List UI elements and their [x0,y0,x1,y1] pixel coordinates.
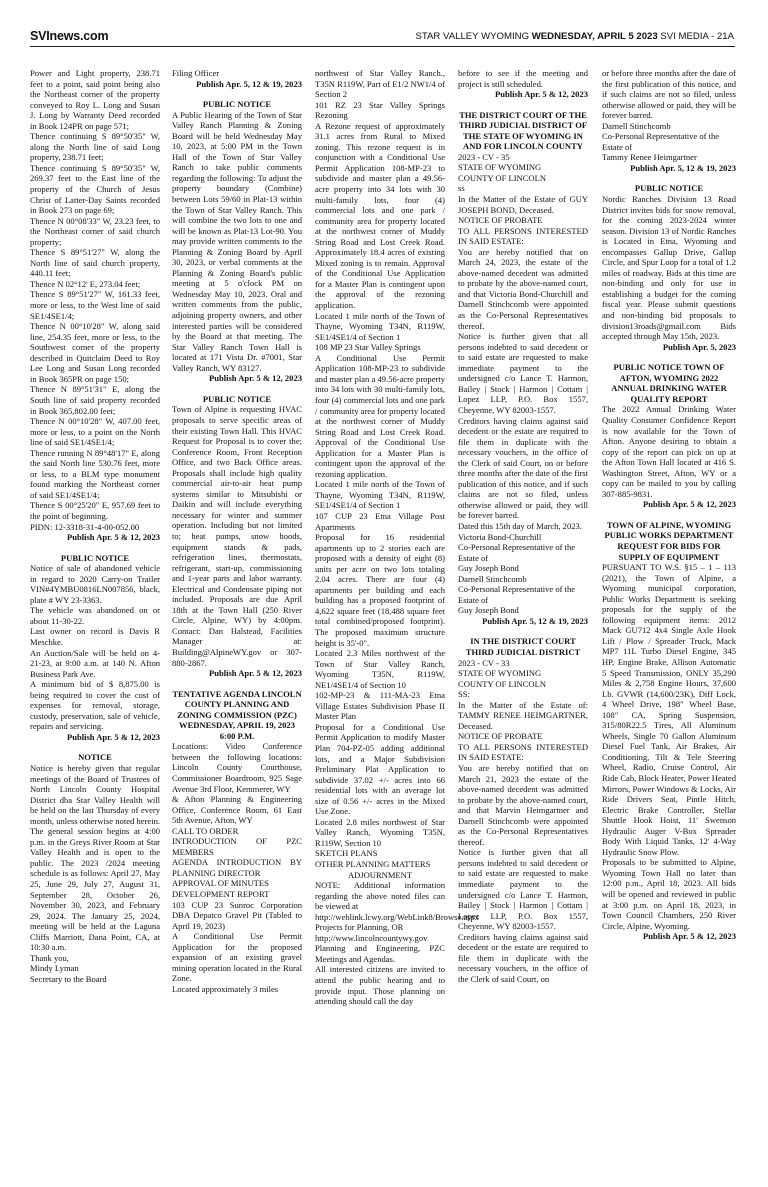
paragraph: OTHER PLANNING MATTERS [315,859,431,870]
text-line: Mindy Lyman [30,963,79,974]
text-line: SKETCH PLANS [315,848,378,859]
text-line: Darnell Stinchcomb [458,573,527,584]
paragraph: 101 RZ 23 Star Valley Springs Rezoning [315,99,445,121]
paper-name: STAR VALLEY WYOMING [415,31,530,42]
paragraph: Notice of sale of abandoned vehicle in regard to 2020 Carry-on Trailer VIN#4YMBU0816LN007856, black, plate # WY 23-3363. [30,563,160,605]
text-line: Secretary to the Board [30,973,107,984]
text-line: STATE OF WYOMING [458,668,542,679]
text-line: Victoria Bond-Churchill [458,531,542,542]
publish-line: Publish Apr. 5 & 12, 2023 [208,668,302,679]
publish-line: Publish Apr. 5 & 12, 2023 [642,499,736,510]
paragraph: TO ALL PERSONS INTERESTED IN SAID ESTATE: [458,225,588,247]
text-line: Co-Personal Representative of the Estate of [602,131,720,152]
paragraph: Thence running N 89°48'17" E, along the said North line 530.76 feet, more or less, to a BLM type monument found marking the Northeast corner of said SE1/4SE1/4; [30,447,160,500]
paragraph: 108 MP 23 Star Valley Springs [315,342,421,353]
paragraph: 103 CUP 23 Sunroc Corporation DBA Depatco Gravel Pit (Tabled to April 19, 2023) [172,899,302,931]
paragraph: Located 2.3 Miles northwest of the Town of Star Valley Ranch, Wyoming T35N, R119W, NE1/4SE1/4 of Section 10 [315,648,445,690]
paragraph: Notice is further given that all persons indebted to said decedent or to said estate are requested to make immediate payment to the undersigned c/o Lance T. Harmon, Bailey | Stock | Harmon | Cottam | Lopez LLP, P.O. Box 1557, Cheyenne, WY 82003-1557. [458,847,588,932]
paragraph: Proposal for 16 residential apartments up to 2 stories each are proposed with a density of eight (8) units per acre on two lots totaling 2.04 acres. There are four (4) apartments per building and each building has a proposed footprint of 4,622 square feet (18,488 square feet total combined/proposed footprint). The proposed maximum structure height is 35'-0". [315,532,445,648]
paragraph: A Conditional Use Permit Application for the proposed expansion of an existing gravel mining operation located in the Rural Zone. [172,931,302,984]
paragraph: Thence N 02°12' E, 273.04 feet; [30,278,141,289]
notice-heading: PUBLIC NOTICE [634,183,704,194]
paragraph: A Conditional Use Permit Application 108-MP-23 to subdivide and master plan a 49.56-acre property into 34 lots with 30 multi-family lots, four (4) commercial lots and one park / community area for property located at the northwest corner of Muddy String Road and Lost Creek Road. Approval of the Conditional Use Application for a Master Plan is contingent upon the approval of the rezoning application. [315,352,445,479]
paragraph: Located approximately 3 miles [172,983,279,994]
paragraph: http://www.lincolncountywy.gov Planning and Engineering, PZC Meetings and Agendas. [315,932,445,964]
publish-line: Publish Apr. 5, 2023 [662,341,736,352]
paragraph: AGENDA INTRODUCTION BY PLANNING DIRECTOR [172,857,302,878]
centered-line: ADJOURNMENT [347,869,413,880]
header-rule [30,46,735,47]
paragraph: Thence N 00°10'28" W, 407.00 feet, more or less, to a point on the North line of said SE1/4SE1/4; [30,416,160,448]
publish-line: Publish Apr. 5 & 12, 2023 [494,89,588,100]
text-line: Guy Joseph Bond [458,605,519,616]
paragraph: before to see if the meeting and project is still scheduled. [458,68,588,89]
paragraph: In the Matter of the Estate of: TAMMY RENEE HEIMGARTNER, Deceased. [458,699,588,731]
paragraph: Town of Alpine is requesting HVAC proposals to serve specific areas of their existing Town Hall. This HVAC Request for Proposal is to cover the; Conference Room, Front Reception Office, and two Back Office areas. Proposals shall include high quality commercial air-to-air heat pump systems similar to Mitsubishi or Daikin and will include everything necessary for winter and summer operation. Including but not limited to; heat pumps, snow hoods, equipment stands & pads, refrigeration lines, thermostats, refrigerant, start-up, commissioning and 1-year parts and labor warranty. Electrical and Condensate piping not included. Proposals are due April 18th at the Town Hall (250 River Circle, Alpine, WY) by 4:00pm. Contact: Dan Halstead, Facilities Manager at: Building@AlpineWY.gov or 307-880-2867. [172,404,302,668]
paragraph: Creditors having claims against said decedent or the estate are required to file them in duplicate with the necessary vouchers, in the office of the Clerk of said Court, on [458,931,588,984]
notice-heading: IN THE DISTRICT COURT THIRD JUDICIAL DISTRICT [465,636,581,657]
paragraph: A minimum bid of $ 8,875.00 is being required to cover the cost of expenses for removal, storage, custody, preservation, sale of vehicle, repairs and servicing. [30,679,160,732]
notice-heading: TOWN OF ALPINE, WYOMING PUBLIC WORKS DEPARTMENT REQUEST FOR BIDS FOR SUPPLY OF EQUIPMENT [604,519,734,562]
paragraph: The vehicle was abandoned on or about 11-30-22. [30,605,160,626]
issue-date: WEDNESDAY, APRIL 5 2023 [531,31,658,42]
paragraph: Notice is hereby given that regular meetings of the Board of Trustees of North Lincoln County Hospital District dba Star Valley Health will be held on the last Thursday of every month, unless otherwise noted herein. The general session begins at 4:00 p.m. in the Greys River Room at Star Valley Health and is open to the public. The 2023 /2024 meeting schedule is as follows: April 27, May 25, June 29, July 27, August 31, September 28, October 26, November 30, 2023, and February 29, 2024. The January 25, 2024, meeting will be held at the Laguna Cliffs Marriott, Dana Point, CA, at 10:30 a.m. [30,763,160,953]
paragraph: An Auction/Sale will be held on 4-21-23, at 9:00 a.m. at 140 N. Afton Business Park Ave. [30,647,160,679]
paragraph: TO ALL PERSONS INTERESTED IN SAID ESTATE: [458,741,588,763]
text-line: NOTICE OF PROBATE [458,215,543,226]
paragraph: INTRODUCTION OF PZC MEMBERS [172,836,302,857]
paragraph: Thence S 89°51'27" W, along the North line of said church property, 440.11 feet; [30,247,160,279]
paragraph: A Rezone request of approximately 31.1 acres from Rural to Mixed zoning. This rezone request is in conjunction with a Conditional Use Permit Application 108-MP-23 to subdivide and master plan a 49.56-acre property into 34 lots with 30 multi-family lots, four (4) commercial lots and one park / community area for property located at the northwest corner of Muddy String Road and Lost Creek Road. Approximately 18.4 acres of existing Mixed zoning is to remain. Approval of the Conditional Use Application for a Master Plan is contingent upon the approval of the rezoning application. [315,120,445,311]
paragraph: In the Matter of the Estate of GUY JOSEPH BOND, Deceased. [458,194,588,215]
paragraph: Last owner on record is Davis R Meschke. [30,626,160,647]
text-line: COUNTY OF LINCOLN [458,678,546,689]
column-5 [602,68,736,1178]
text-line: Thank you, [30,952,69,963]
text-line: DEVELOPMENT REPORT [172,889,270,900]
paragraph: The 2022 Annual Drinking Water Quality Consumer Confidence Report is now available for the Town of Afton. Anyone desiring to obtain a copy of the report can pick on up at the Afton Town Hall located at 416 S. Washington Street, Afton, WY or a copy can be mailed to you by calling 307-885-9831. [602,404,736,499]
paragraph: http://weblink.lcwy.org/WebLink8/Browse.aspx Projects for Planning, OR [315,911,480,933]
paragraph: Proposal for a Conditional Use Permit Application to modify Master Plan 704-PZ-05 adding additional lots, and a Major Subdivision Preliminary Plat Application to subdivide 37.02 +/- acres into 66 residential lots with an average lot size of 0.56 +/- acres in the Mixed Use Zone. [315,721,445,817]
paragraph: A Public Hearing of the Town of Star Valley Ranch Planning & Zoning Board will be held Wednesday May 10, 2023, at 5:00 PM in the Town Hall of the Town of Star Valley Ranch to take public comments regarding the following: To adjust the property boundary (Combine) between Lots 59/60 in Plat-13 within the Town of Star Valley Ranch. This will combine the two lots to one and will be known as Plat-13 Lot-90. You may provide written comments to the Planning & Zoning Board by April 30, 2023, or verbal comments at the Planning & Zoning Board's public meeting at 5 o'clock PM on Wednesday May 10, 2023. Oral and written comments from the public, adjoining property owners, and other interested parties will be considered by the Board at that meeting. The Star Valley Ranch Town Hall is located at 171 Vista Dr. #7001, Star Valley Ranch, WY 83127. [172,109,302,373]
text-line: Tammy Renee Heimgartner [602,152,697,163]
paragraph: PURSUANT TO W.S. §15 – 1 – 113 (2021), the Town of Alpine, a Wyoming municipal corporation, Public Works Department is seeking proposals for the supply of the following equipment items: 2012 Mack GU712 4x4 Single Axle Hook Lift / Plow / Spreader Truck, Mack MP7 11L Turbo Diesel Engine, 345 HP, Engine Brake, Allison Automatic 5 Speed Transmission, ONLY 35,290 Miles & 2,758 Engine Hours, 37,600 Lb. GVWR (14,600/23K), Diff Lock, 4 Wheel Drive, 198" Wheel Base, 108" CA, Spring Suspension, 315/80R22.5 Tires, All Aluminum Wheels, Single 70 Gallon Aluminum Diesel Fuel Tank, Air Brakes, Air Conditioning, Tilt & Tele Steering Wheel, Radio, Cruise Control, Air Ride Cab, Block Heater, Power Heated Mirrors, Power Windows & Locks, Air Ride Drivers Seat, Pintle Hitch, Electric Brake Controller, Stellar Shuttle Hook Hoist, 11' Swenson Hydraulic Auger V-Box Spreader Body With Liquid Tanks, 12' 4-Way Hydraulic Snow Plow. [602,562,736,857]
paragraph: Thence S 00°25'20" E, 957.69 feet to the point of beginning. [30,500,160,521]
paragraph: NOTE: Additional information regarding the above noted files can be viewed at [315,880,445,912]
paragraph: 107 CUP 23 Etna Village Post Apartments [315,510,445,532]
header-info [415,31,734,42]
column-1 [30,68,160,1178]
site-name: SVInews.com [30,29,109,43]
notice-heading: PUBLIC NOTICE [202,393,272,404]
text-line: COUNTY OF LINCOLN [458,172,546,183]
paragraph: Located 2.8 miles northwest of Star Valley Ranch, Wyoming T35N, R119W, Section 10 [315,816,445,848]
paragraph: & Afton Planning & Engineering Office, Conference Room, 61 East 5th Avenue, Afton, WY [172,794,302,826]
paragraph: PIDN: 12-3318-31-4-00-052.00 [30,521,140,532]
publish-line: Publish Apr. 5 & 12, 2023 [66,731,160,742]
paragraph: Thence N 00°10'28" W, along said line, 254.35 feet, more or less, to the Southwest corner of the property described in Quitclaim Deed to Roy Lee Long and Susan Long recorded in Book 365PR on page 150; [30,321,160,384]
column-4 [458,68,588,1178]
paragraph: You are hereby notified that on March 24, 2023, the estate of the above-named decedent was admitted to probate by the above-named court, and that Victoria Bond-Churchill and Darnell Stinchcomb were appointed as the Co-Personal Representatives thereof. [458,246,588,331]
notice-heading: PUBLIC NOTICE [202,99,272,110]
text-line: ss [458,183,465,194]
paragraph: You are hereby notified that on March 21, 2023 the estate of the above-named decedent was admitted to probate by the above-named court, and that Marvin Heimgartner and Darnell Stinchcomb were appointed as the Co-Personal Representatives thereof. [458,763,588,847]
text-line: Filing Officer [172,68,220,78]
paragraph: Located 1 mile north of the Town of Thayne, Wyoming T34N, R119W, SE1/4SE1/4 of Section 1 [315,479,445,511]
paragraph: Locations: Video Conference between the following locations: Lincoln County Courthouse, Commissioner Boardroom, 925 Sage Avenue 3rd Floor, Kemmerer, WY [172,741,302,794]
paragraph: Notice is further given that all persons indebted to said decedent or to said estate are requested to make immediate payment to the undersigned c/o Lance T. Harmon, Bailey | Stock | Harmon | Cottam | Lopez LLP, P.O. Box 1557, Cheyenne, WY 82003-1557. [458,331,588,415]
text-line: APPROVAL OF MINUTES [172,878,269,889]
paragraph: Thence N 00°08'33" W, 23.23 feet, to the Northeast corner of said church property; [30,215,160,247]
text-line: NOTICE OF PROBATE [458,731,543,742]
text-line: CALL TO ORDER [172,825,239,836]
column-3 [315,68,480,1178]
publish-line: Publish Apr. 5, 12 & 19, 2023 [630,162,736,173]
paragraph: northwest of Star Valley Ranch., T35N R119W, Part of E1/2 NW1/4 of Section 2 [315,68,445,100]
paragraph: Proposals to be submitted to Alpine, Wyoming Town Hall no later than 12:00 p.m., April 18, 2023. All bids will be opened and reviewed in public at 3:00 p.m. on April 18, 2023, in Town Council Chambers, 250 River Circle, Alpine, Wyoming. [602,857,736,931]
paragraph: All interested citizens are invited to attend the public hearing and to provide input. Those planning on attending should call the day [315,964,445,1007]
text-line: SS: [458,689,470,700]
text-line: 2023 - CV - 33 [458,657,510,668]
text-line: Darnell Stinchcomb [602,120,671,131]
publish-line: Publish Apr. 5 & 12, 2023 [66,532,160,543]
paragraph: Thence S 89°51'27" W, 161.33 feet, more or less, to the West line of said SE1/4SE1/4; [30,289,160,321]
text-line: 2023 - CV - 35 [458,151,510,162]
text-line: Co-Personal Representative of the Estate of [458,584,576,605]
text-line: Dated this 15th day of March, 2023. [458,520,582,531]
text-line: STATE OF WYOMING [458,162,542,173]
paragraph: or before three months after the date of the first publication of this notice, and if such claims are not so filed, unless otherwise allowed or paid, they will be forever barred. [602,68,736,121]
paragraph: Nordic Ranches Division 13 Road District invites bids for snow removal, for the coming 2023-2024 winter season. Division 13 of Nordic Ranches is Located in Etna, Wyoming and encompasses Gallup Drive, Gallup Circle, and Spur Loop for a total of 1.2 miles of roadway. Bids at this time are non-binding and only for use in establishing a budget for the coming fiscal year. Please submit questions and non-binding bid proposals to division13roads@gmail.com Bids accepted through May 15th, 2023. [602,194,736,342]
section-page: SVI MEDIA - 21A [660,31,734,42]
paragraph: Located 1 mile north of the Town of Thayne, Wyoming T34N, R119W, SE1/4SE1/4 of Section 1 [315,310,445,342]
paragraph: Thence continuing S 89°50'35" W, along the North line of said Long property, 238.71 feet; [30,131,160,163]
page-header [0,0,768,46]
paragraph: 102-MP-23 & 111-MA-23 Etna Village Estates Subdivision Phase II Master Plan [315,690,445,722]
notice-heading: PUBLIC NOTICE [60,552,130,563]
publish-line: Publish Apr. 5, 12 & 19, 2023 [482,615,588,626]
notice-heading: NOTICE [78,752,112,763]
text-line: Co-Personal Representative of the Estate of [458,542,576,563]
publish-line: Publish Apr. 5, 12 & 19, 2023 [196,78,302,89]
column-2 [172,68,302,1178]
paragraph: Creditors having claims against said decedent or the estate are required to file them in duplicate with the necessary vouchers, in the office of the Clerk of said Court, on or before three months after the date of the first publication of this notice, and if such claims are not so filed, unless otherwise allowed or paid, they will be forever barred. [458,415,588,521]
notice-heading: TENTATIVE AGENDA LINCOLN COUNTY PLANNING AND ZONING COMMISSION (PZC) WEDNESDAY, APRIL 19, 2023 6:00 P.M. [172,688,302,741]
notice-heading: PUBLIC NOTICE TOWN OF AFTON, WYOMING 2022 ANNUAL DRINKING WATER QUALITY REPORT [611,362,727,404]
text-line: Guy Joseph Bond [458,563,519,574]
publish-line: Publish Apr. 5 & 12, 2023 [642,931,736,942]
notice-heading: THE DISTRICT COURT OF THE THIRD JUDICIAL DISTRICT OF THE STATE OF WYOMING IN AND FOR LINCOLN COUNTY [458,109,588,152]
paragraph: Thence N 89°51'31" E, along the South line of said property recorded in Book 365,802.00 feet; [30,384,160,416]
paragraph: Thence continuing S 89°50'35" W, 269.37 feet to the East line of the property of the Church of Jesus Christ of Latter-Day Saints recorded in Book 273 on page 69; [30,162,160,216]
paragraph: Power and Light property, 238.71 feet to a point, said point being also the Northeast corner of the property conveyed to Roy L. Long and Susan J. Long by Warranty Deed recorded in Book 124PR on page 571; [30,68,160,131]
publish-line: Publish Apr. 5 & 12, 2023 [208,373,302,384]
